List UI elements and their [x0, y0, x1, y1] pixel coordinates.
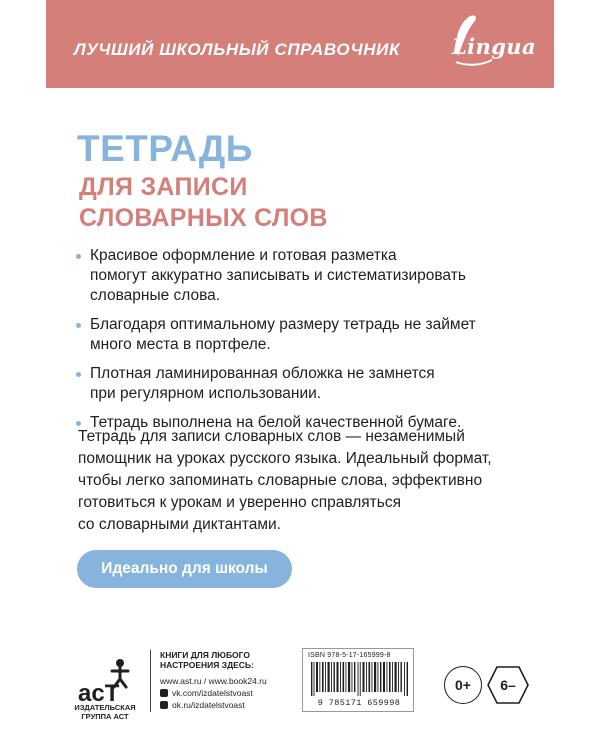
page-title: ТЕТРАДЬ [77, 128, 253, 169]
description-line: со словарными диктантами. [78, 516, 281, 533]
isbn-text: ISBN 978-5-17-165999-8 [308, 652, 391, 659]
age-rating-hexagon: 6– [500, 677, 516, 693]
feature-item [76, 364, 556, 404]
site-link[interactable] [160, 675, 290, 687]
age-rating-circle: 0+ [444, 666, 482, 704]
description-line: чтобы легко запоминать словарные слова, эффективно [78, 472, 483, 489]
barcode [302, 648, 414, 712]
page-subtitle [79, 172, 328, 234]
ok-link[interactable] [160, 699, 290, 711]
barcode-digits: 9 785171 659998 [317, 698, 401, 708]
feature-line: много места в портфеле. [90, 336, 271, 353]
feature-list [76, 246, 556, 442]
vk-icon [160, 689, 168, 697]
feature-line: Тетрадь выполнена на белой качественной бумаге. [90, 414, 462, 431]
feature-line: Красивое оформление и готовая разметка [90, 247, 397, 264]
vk-link-text[interactable]: vk.com/izdatelstvoast [172, 688, 253, 698]
footer-divider [150, 650, 151, 712]
ideal-for-school-badge[interactable]: Идеально для школы [77, 550, 292, 588]
publisher-links [160, 650, 290, 711]
description-line: готовиться к урокам и уверенно справляться [78, 494, 401, 511]
feature-line: при регулярном использовании. [90, 385, 322, 402]
publisher-caption [64, 703, 146, 721]
subtitle-line: СЛОВАРНЫХ СЛОВ [79, 204, 328, 232]
feature-item [76, 246, 556, 306]
description-line: помощник на уроках русского языка. Идеальный формат, [78, 450, 492, 467]
links-heading [160, 650, 290, 670]
feature-line: словарные слова. [90, 287, 221, 304]
ast-logo-text: acT [78, 680, 120, 705]
site-link-text[interactable]: www.ast.ru / www.book24.ru [160, 676, 267, 686]
publisher-caption-line: ГРУППА АСТ [81, 712, 129, 721]
links-heading-line: НАСТРОЕНИЯ ЗДЕСЬ: [160, 660, 254, 670]
ok-link-text[interactable]: ok.ru/izdatelstvoast [172, 700, 245, 710]
feature-line: Плотная ламинированная обложка не замнется [90, 365, 435, 382]
header-banner [46, 0, 554, 88]
series-title: ЛУЧШИЙ ШКОЛЬНЫЙ СПРАВОЧНИК [74, 40, 400, 59]
vk-link[interactable] [160, 687, 290, 699]
barcode-bars-icon [311, 662, 409, 696]
description [78, 426, 558, 536]
description-line: Тетрадь для записи словарных слов — незаменимый [78, 428, 465, 445]
lingua-wordmark: Lingua [452, 34, 536, 59]
links-heading-line: КНИГИ ДЛЯ ЛЮБОГО [160, 650, 250, 660]
ok-icon [160, 701, 168, 709]
subtitle-line: ДЛЯ ЗАПИСИ [79, 173, 248, 201]
feature-item [76, 315, 556, 355]
feature-line: помогут аккуратно записывать и систематизировать [90, 267, 466, 284]
feature-line: Благодаря оптимальному размеру тетрадь не займет [90, 316, 476, 333]
publisher-caption-line: ИЗДАТЕЛЬСКАЯ [74, 703, 136, 712]
lingua-logo [440, 10, 536, 80]
ast-logo-icon [74, 657, 136, 705]
